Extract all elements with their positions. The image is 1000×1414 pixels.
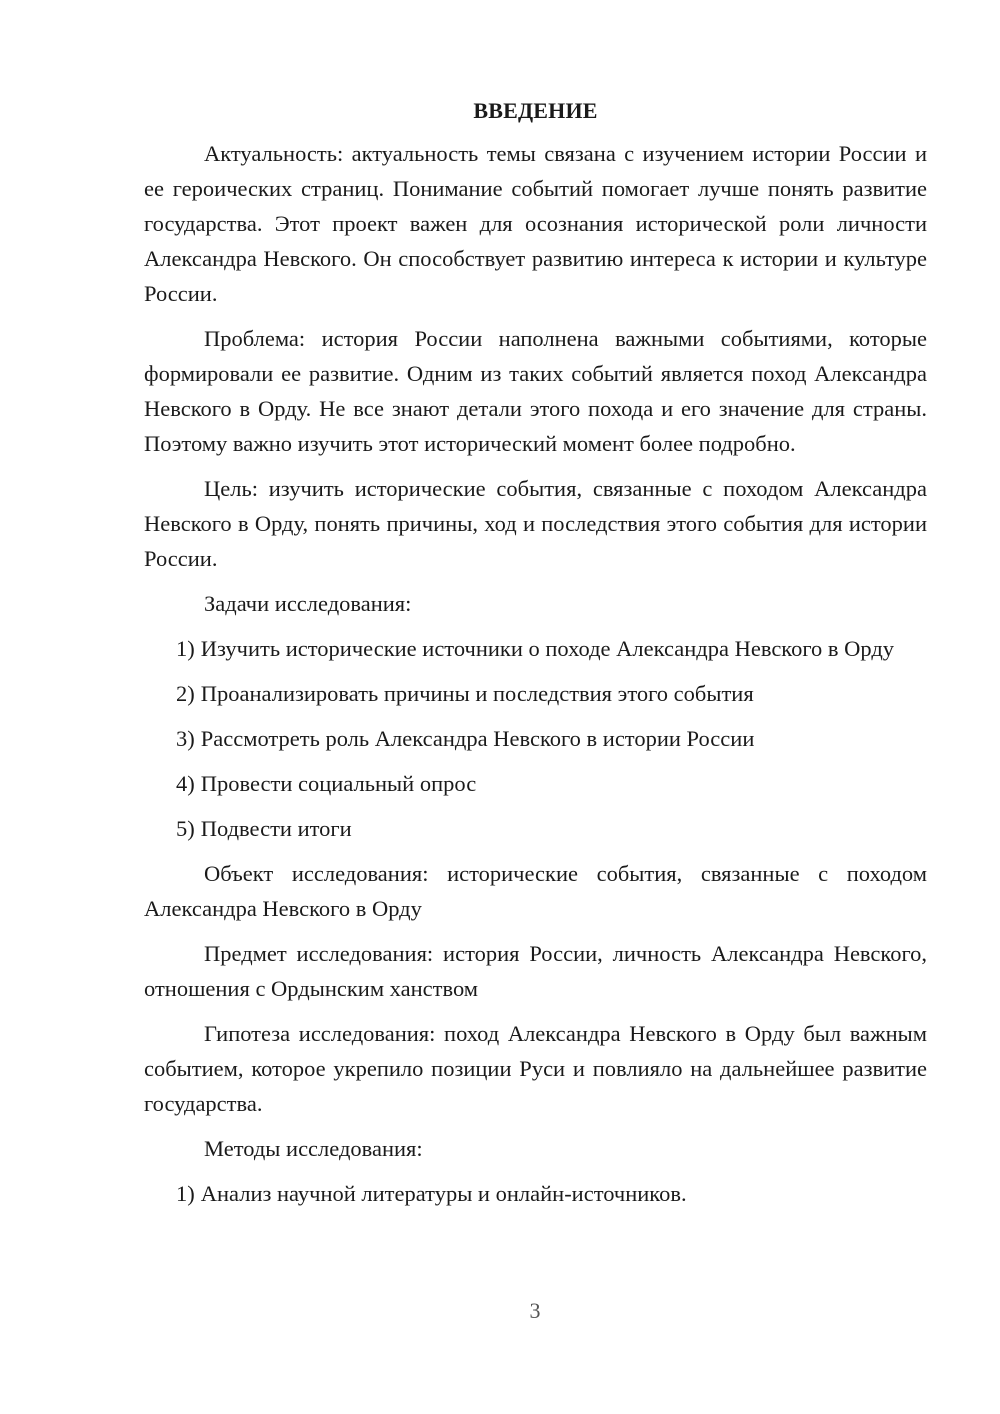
tasks-list: [144, 631, 927, 846]
page-title: ВВЕДЕНИЕ: [473, 98, 598, 123]
list-item-text: Провести социальный опрос: [200, 771, 477, 796]
list-item-number: 4): [176, 771, 195, 796]
list-item: [144, 721, 927, 756]
list-item-number: 1): [176, 636, 195, 661]
list-item-text: Анализ научной литературы и онлайн-источников.: [200, 1181, 687, 1206]
list-item-text: Рассмотреть роль Александра Невского в истории России: [200, 726, 755, 751]
list-item: [144, 1176, 927, 1211]
list-item-number: 3): [176, 726, 195, 751]
list-item-text: Проанализировать причины и последствия этого события: [200, 681, 754, 706]
page-number: 3: [529, 1298, 541, 1323]
list-item: [144, 676, 927, 711]
list-item-number: 5): [176, 816, 195, 841]
methods-list: [144, 1176, 927, 1211]
list-item-text: Подвести итоги: [200, 816, 352, 841]
problem-paragraph: Проблема: история России наполнена важными событиями, которые формировали ее развитие. Одним из таких событий является поход Александра Невского в Орду. Не все знают детали этого похода и его значение для страны. Поэтому важно изучить этот исторический момент более подробно.: [144, 326, 927, 456]
hypothesis-paragraph: Гипотеза исследования: поход Александра Невского в Орду был важным событием, которое укрепило позиции Руси и повлияло на дальнейшее развитие государства.: [144, 1021, 927, 1116]
methods-heading: Методы исследования:: [204, 1136, 423, 1161]
tasks-heading: Задачи исследования:: [204, 591, 412, 616]
list-item-number: 2): [176, 681, 195, 706]
object-paragraph: Объект исследования: исторические события, связанные с походом Александра Невского в Орду: [144, 861, 927, 921]
list-item: [144, 631, 927, 666]
list-item: [144, 811, 927, 846]
relevance-paragraph: Актуальность: актуальность темы связана с изучением истории России и ее героических страниц. Понимание событий помогает лучше понять развитие государства. Этот проект важен для осознания исторической роли личности Александра Невского. Он способствует развитию интереса к истории и культуре России.: [144, 141, 927, 306]
list-item-text: Изучить исторические источники о походе Александра Невского в Орду: [200, 636, 895, 661]
goal-paragraph: Цель: изучить исторические события, связанные с походом Александра Невского в Орду, понять причины, ход и последствия этого события для истории России.: [144, 476, 927, 571]
list-item: [144, 766, 927, 801]
subject-paragraph: Предмет исследования: история России, личность Александра Невского, отношения с Ордынским ханством: [144, 941, 927, 1001]
document-page: [144, 96, 927, 1221]
list-item-number: 1): [176, 1181, 195, 1206]
